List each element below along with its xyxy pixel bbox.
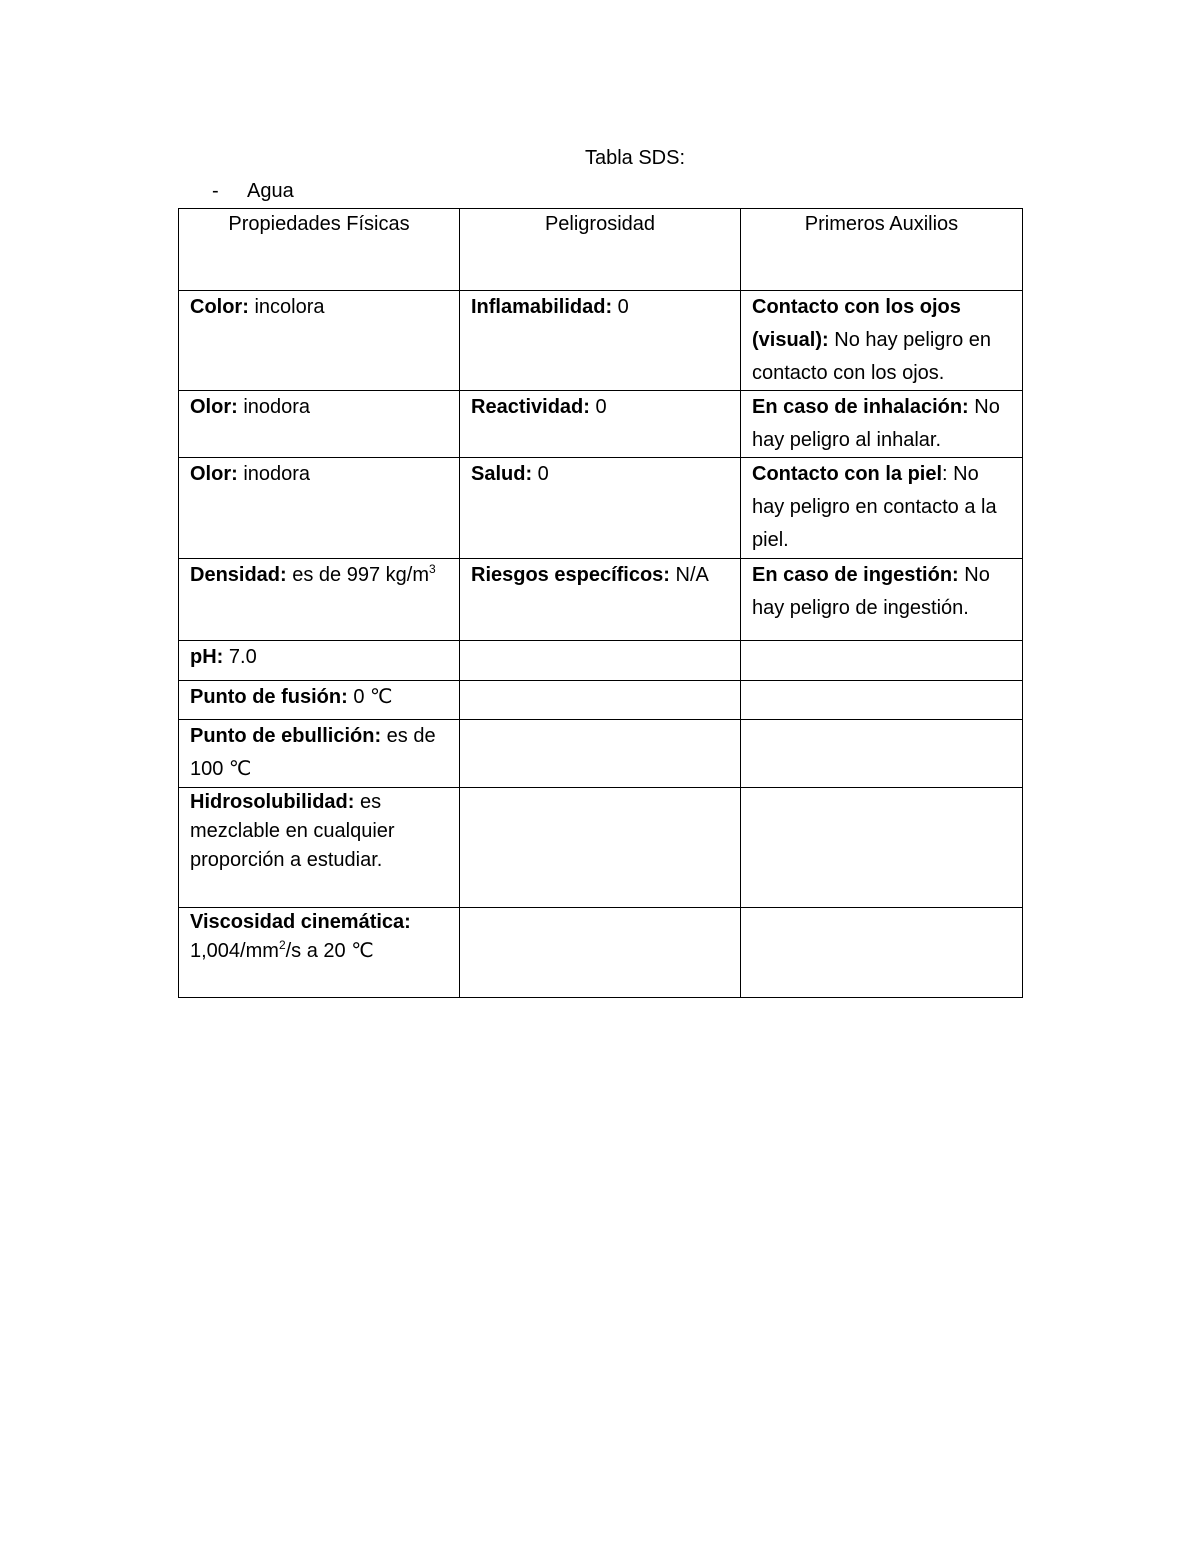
cell-label: Punto de ebullición: xyxy=(190,725,382,747)
table-row xyxy=(179,641,1023,681)
cell-value: inodora xyxy=(237,396,311,418)
table-cell xyxy=(179,788,460,908)
table-row xyxy=(179,391,1023,458)
table-row xyxy=(179,908,1023,998)
cell-label: Olor: xyxy=(190,463,238,485)
cell-value: : No hay peligro en contacto a la piel. xyxy=(752,463,997,551)
cell-label: Hidrosolubilidad: xyxy=(190,791,355,813)
cell-label: Color: xyxy=(190,296,249,318)
table-cell xyxy=(460,641,741,681)
table-cell xyxy=(179,391,460,458)
cell-label: En caso de inhalación: xyxy=(752,396,969,418)
cell-value: 0 xyxy=(532,463,549,485)
cell-value: incolora xyxy=(248,296,325,318)
table-cell xyxy=(179,908,460,998)
bullet-marker: - xyxy=(212,180,219,202)
table-cell xyxy=(741,559,1023,641)
cell-value: es de 100 ℃ xyxy=(190,725,436,780)
cell-value: es de 997 kg/m xyxy=(286,564,429,586)
table-cell xyxy=(179,641,460,681)
cell-label: Riesgos específicos: xyxy=(471,564,670,586)
cell-label: Contacto con la piel xyxy=(752,463,943,485)
cell-value: 0 xyxy=(589,396,607,418)
table-cell xyxy=(460,681,741,720)
table-cell xyxy=(741,720,1023,788)
document-title: Tabla SDS: xyxy=(584,147,686,169)
cell-label: Salud: xyxy=(471,463,533,485)
cell-label: Punto de fusión: xyxy=(190,686,348,708)
superscript: 3 xyxy=(429,562,436,576)
cell-label: Reactividad: xyxy=(471,396,590,418)
cell-label: Viscosidad cinemática: xyxy=(190,911,411,933)
cell-value: No hay peligro en contacto con los ojos. xyxy=(752,329,992,384)
table-cell xyxy=(741,788,1023,908)
cell-label: Densidad: xyxy=(190,564,287,586)
cell-value: 0 ℃ xyxy=(347,686,393,708)
cell-value: 1,004/mm xyxy=(190,940,279,962)
table-cell xyxy=(179,559,460,641)
cell-value: es mezclable en cualquier proporción a estudiar. xyxy=(190,791,395,871)
cell-value: 7.0 xyxy=(223,646,257,668)
substance-bullet xyxy=(212,177,294,205)
table-cell xyxy=(460,291,741,391)
cell-value: No hay peligro al inhalar. xyxy=(752,396,1000,451)
cell-label: pH: xyxy=(190,646,224,668)
table-row xyxy=(179,559,1023,641)
table-header-row xyxy=(179,209,1023,291)
table-cell xyxy=(460,458,741,559)
cell-label: Contacto con los ojos (visual): xyxy=(752,296,961,351)
table-row xyxy=(179,458,1023,559)
header-cell: Peligrosidad xyxy=(460,209,741,291)
cell-label: Olor: xyxy=(190,396,238,418)
cell-value-after: /s a 20 ℃ xyxy=(285,940,374,962)
table-row xyxy=(179,681,1023,720)
sds-table xyxy=(178,208,1023,998)
table-cell xyxy=(741,291,1023,391)
cell-value: N/A xyxy=(669,564,709,586)
table-row xyxy=(179,788,1023,908)
table-cell xyxy=(179,458,460,559)
table-cell xyxy=(741,908,1023,998)
cell-label: En caso de ingestión: xyxy=(752,564,959,586)
cell-label: Inflamabilidad: xyxy=(471,296,613,318)
cell-value: 0 xyxy=(612,296,629,318)
header-cell: Propiedades Físicas xyxy=(179,209,460,291)
substance-name: Agua xyxy=(247,180,294,202)
table-cell xyxy=(741,641,1023,681)
table-cell xyxy=(741,391,1023,458)
table-cell xyxy=(741,458,1023,559)
table-cell xyxy=(179,681,460,720)
cell-value: inodora xyxy=(237,463,311,485)
header-cell: Primeros Auxilios xyxy=(741,209,1023,291)
table-row xyxy=(179,720,1023,788)
table-row xyxy=(179,291,1023,391)
table-cell xyxy=(460,559,741,641)
table-cell xyxy=(741,681,1023,720)
table-cell xyxy=(179,720,460,788)
superscript: 2 xyxy=(278,938,286,952)
table-cell xyxy=(460,720,741,788)
table-cell xyxy=(460,391,741,458)
table-cell xyxy=(460,788,741,908)
cell-value: No hay peligro de ingestión. xyxy=(752,564,990,619)
table-cell xyxy=(460,908,741,998)
table-cell xyxy=(179,291,460,391)
